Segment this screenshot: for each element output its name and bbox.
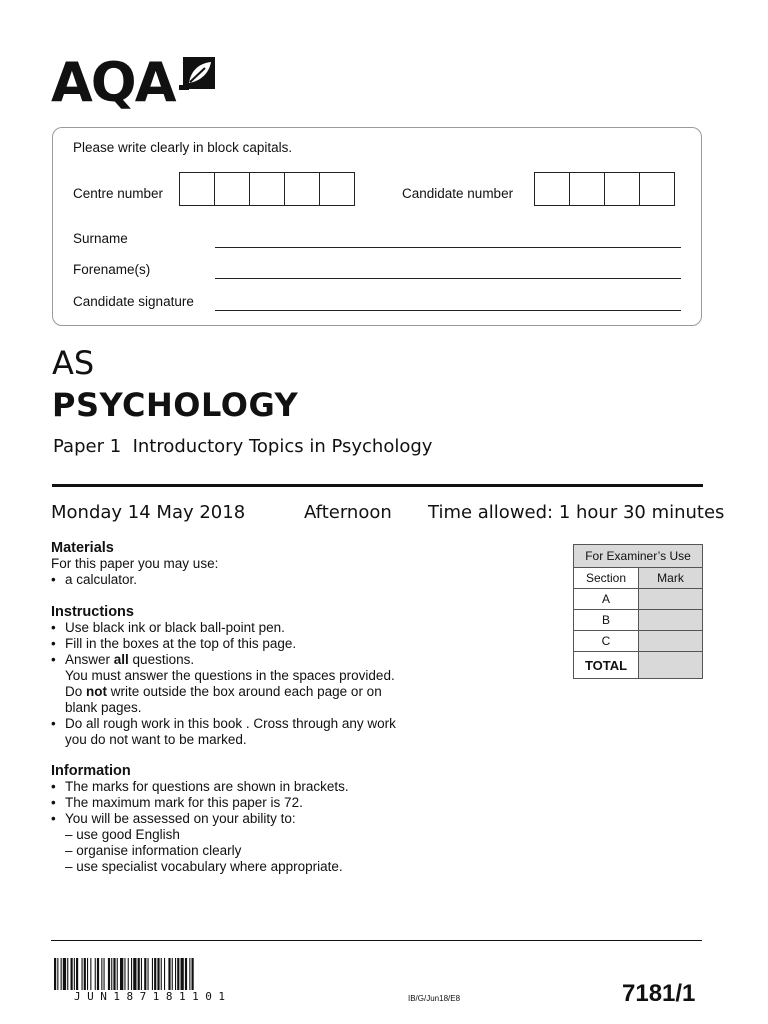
surname-label: Surname [73, 231, 128, 246]
centre-digit-box[interactable] [214, 172, 250, 206]
subject-title: PSYCHOLOGY [52, 386, 299, 424]
mark-cell[interactable] [639, 610, 703, 631]
information-heading: Information [51, 763, 131, 779]
information-subitem: – use specialist vocabulary where appropriate. [65, 859, 343, 874]
exam-session: Afternoon [304, 502, 392, 523]
information-item: • You will be assessed on your ability to: [51, 811, 431, 827]
total-mark-cell[interactable] [639, 652, 703, 679]
instruction-text: Answer [65, 652, 114, 667]
centre-digit-box[interactable] [179, 172, 215, 206]
instruction-item [51, 652, 431, 668]
centre-digit-box[interactable] [284, 172, 320, 206]
section-cell: C [574, 631, 639, 652]
materials-item: • a calculator. [51, 572, 431, 588]
examiner-table-header-row [574, 568, 703, 589]
aqa-logo [51, 51, 221, 114]
signature-line[interactable] [215, 310, 681, 311]
instruction-text: Do [65, 684, 87, 699]
paper-code: 7181/1 [622, 980, 696, 1007]
instruction-item: • Do all rough work in this book . Cross through any work [51, 716, 431, 732]
information-item: • The maximum mark for this paper is 72. [51, 795, 431, 811]
materials-list [51, 572, 431, 588]
block-capitals-instruction: Please write clearly in block capitals. [73, 140, 293, 155]
examiner-table-title: For Examiner’s Use [574, 545, 703, 568]
instruction-emphasis: all [113, 652, 129, 667]
instruction-item: • Use black ink or black ball-point pen. [51, 620, 431, 636]
instruction-text: write outside the box around each page or on [107, 684, 382, 699]
forename-label: Forename(s) [73, 262, 151, 277]
candidate-digit-box[interactable] [534, 172, 570, 206]
materials-section [51, 540, 431, 588]
candidate-digit-box[interactable] [639, 172, 675, 206]
instruction-continuation: blank pages. [65, 700, 142, 715]
information-item: • The marks for questions are shown in brackets. [51, 779, 431, 795]
instruction-continuation: You must answer the questions in the spaces provided. [65, 668, 395, 683]
instruction-emphasis: not [86, 684, 108, 699]
candidate-number-boxes[interactable] [535, 172, 675, 206]
qualification-level: AS [52, 344, 95, 382]
mark-cell[interactable] [639, 631, 703, 652]
footer-divider [51, 940, 702, 941]
signature-label: Candidate signature [73, 294, 194, 309]
total-row [574, 652, 703, 679]
instructions-list [51, 620, 431, 748]
exam-date: Monday 14 May 2018 [51, 502, 246, 523]
table-row [574, 589, 703, 610]
materials-intro: For this paper you may use: [51, 556, 219, 571]
table-row [574, 631, 703, 652]
mark-column-header: Mark [639, 568, 703, 589]
paper-title: Paper 1 Introductory Topics in Psychology [53, 436, 433, 457]
information-subitem: – use good English [65, 827, 180, 842]
instructions-section [51, 604, 431, 748]
barcode [54, 958, 300, 990]
instruction-continuation: you do not want to be marked. [65, 732, 247, 747]
candidate-digit-box[interactable] [569, 172, 605, 206]
time-allowed: Time allowed: 1 hour 30 minutes [428, 502, 725, 523]
examiner-table-title-row [574, 545, 703, 568]
mark-cell[interactable] [639, 589, 703, 610]
section-cell: B [574, 610, 639, 631]
section-cell: A [574, 589, 639, 610]
information-section [51, 763, 431, 875]
instruction-text: questions. [128, 652, 195, 667]
information-list [51, 779, 431, 875]
centre-number-boxes[interactable] [180, 172, 355, 206]
logo-text: AQA [51, 51, 175, 114]
examiner-use-table [573, 544, 703, 679]
barcode-number: JUN187181101 [74, 990, 232, 1003]
title-divider [52, 484, 703, 487]
table-row [574, 610, 703, 631]
instruction-continuation [51, 684, 431, 700]
materials-heading: Materials [51, 540, 114, 556]
leaf-icon [179, 55, 217, 91]
candidate-digit-box[interactable] [604, 172, 640, 206]
surname-line[interactable] [215, 247, 681, 248]
centre-digit-box[interactable] [249, 172, 285, 206]
instructions-heading: Instructions [51, 604, 134, 620]
information-subitem: – organise information clearly [65, 843, 242, 858]
document-reference: IB/G/Jun18/E8 [408, 994, 461, 1003]
centre-digit-box[interactable] [319, 172, 355, 206]
centre-number-label: Centre number [73, 186, 164, 201]
forename-line[interactable] [215, 278, 681, 279]
section-column-header: Section [574, 568, 639, 589]
total-label: TOTAL [574, 652, 639, 679]
instruction-item: • Fill in the boxes at the top of this page. [51, 636, 431, 652]
candidate-number-label: Candidate number [402, 186, 514, 201]
